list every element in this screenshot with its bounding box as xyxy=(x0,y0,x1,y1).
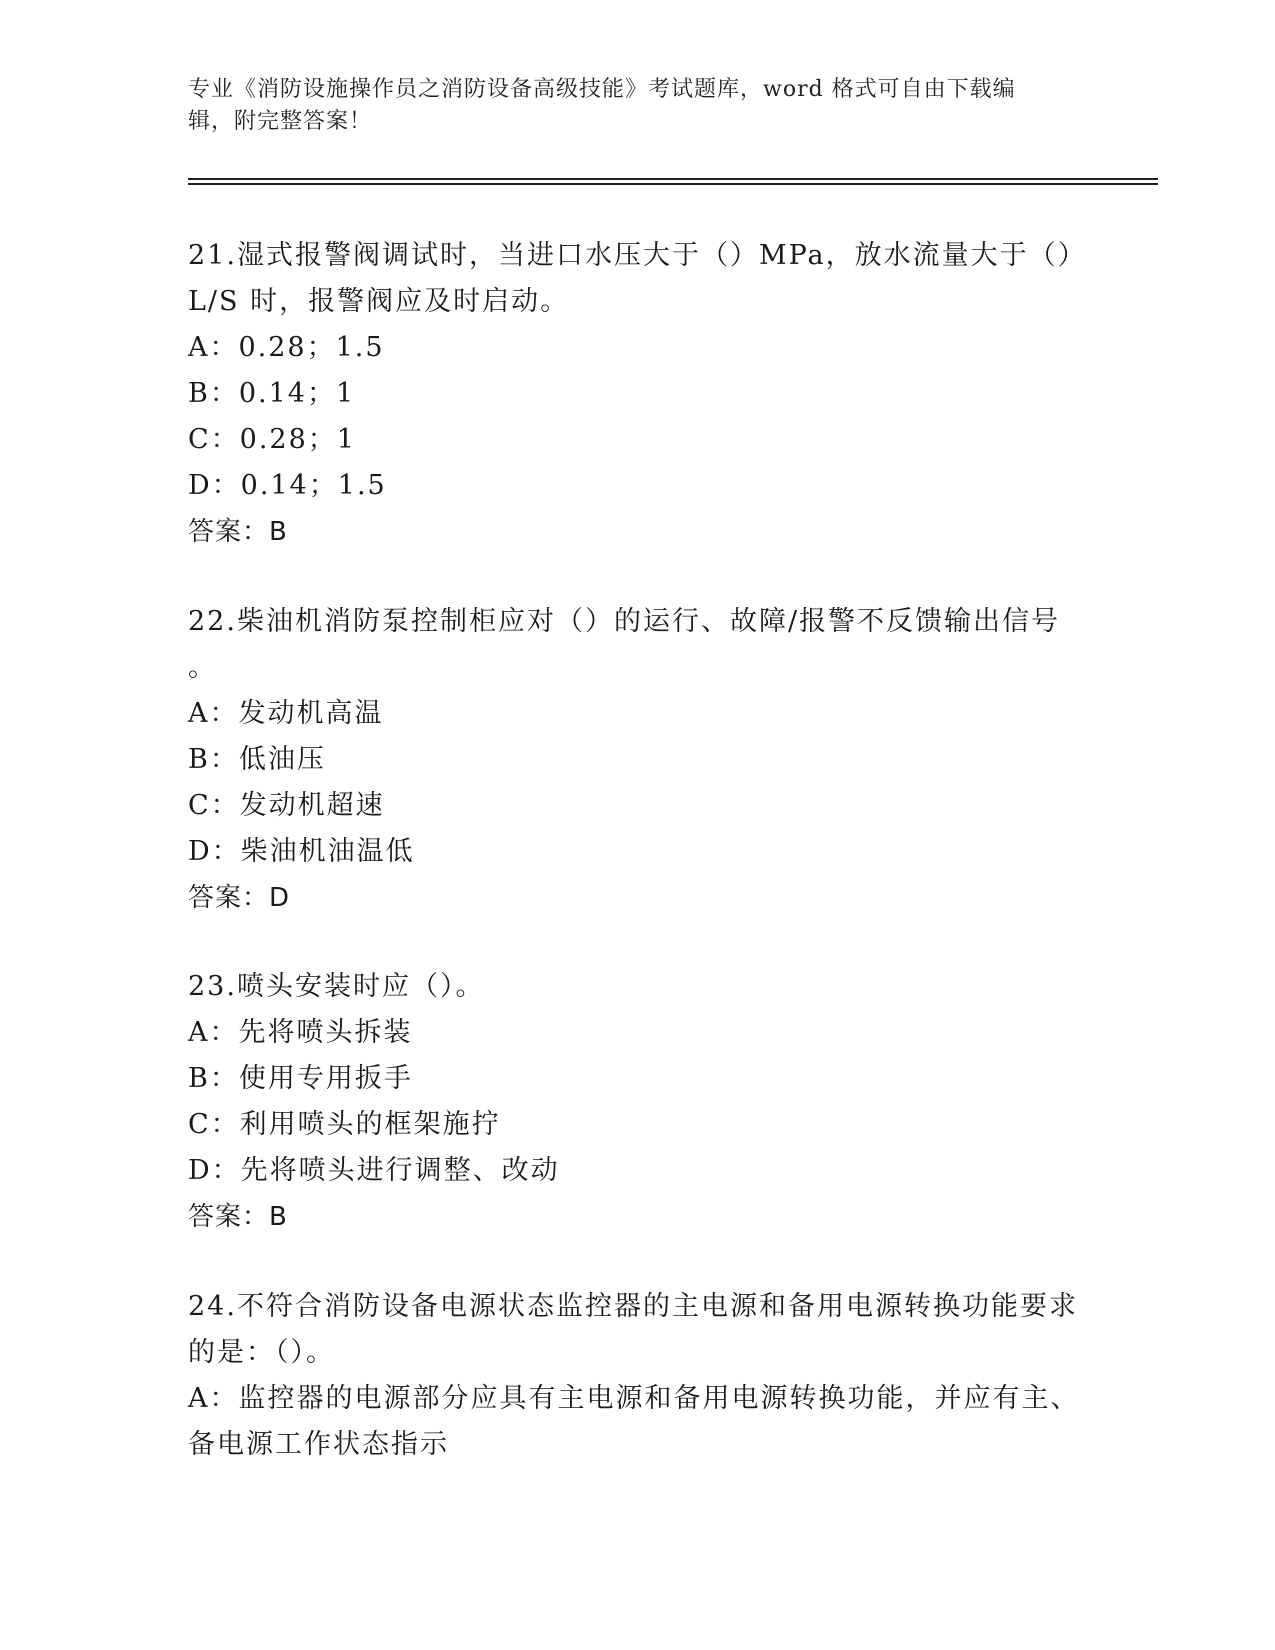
option-c: C：利用喷头的框架施拧 xyxy=(188,1109,501,1140)
question-24 xyxy=(188,1284,1088,1468)
option-b: B：使用专用扳手 xyxy=(188,1063,413,1094)
option-d: D：柴油机油温低 xyxy=(188,836,415,867)
answer: 答案：B xyxy=(188,517,288,547)
header-divider-top xyxy=(188,178,1158,180)
question-stem: 21.湿式报警阀调试时，当进口水压大于（）MPa，放水流量大于（） xyxy=(188,240,1087,271)
answer: 答案：B xyxy=(188,1202,288,1232)
header-line-2: 辑，附完整答案！ xyxy=(188,109,373,134)
question-23 xyxy=(188,964,1088,1240)
option-a: A：监控器的电源部分应具有主电源和备用电源转换功能，并应有主、 xyxy=(188,1383,1080,1414)
question-stem: 24.不符合消防设备电源状态监控器的主电源和备用电源转换功能要求 xyxy=(188,1291,1078,1322)
option-b: B：0.14；1 xyxy=(188,378,356,409)
option-c: C：0.28；1 xyxy=(188,424,356,455)
option-a-continued: 备电源工作状态指示 xyxy=(188,1429,449,1460)
option-a: A：0.28；1.5 xyxy=(188,332,385,363)
option-d: D：先将喷头进行调整、改动 xyxy=(188,1155,560,1186)
question-stem-continued: L/S 时，报警阀应及时启动。 xyxy=(188,286,570,317)
option-a: A：先将喷头拆装 xyxy=(188,1017,413,1048)
document-header xyxy=(188,74,1068,138)
header-line-1: 专业《消防设施操作员之消防设备高级技能》考试题库，word 格式可自由下载编 xyxy=(188,77,1016,102)
option-b: B：低油压 xyxy=(188,744,326,775)
option-d: D：0.14；1.5 xyxy=(188,470,387,501)
question-stem-continued: 的是：（）。 xyxy=(188,1337,335,1368)
option-c: C：发动机超速 xyxy=(188,790,385,821)
question-stem: 22.柴油机消防泵控制柜应对（）的运行、故障/报警不反馈输出信号 xyxy=(188,606,1061,637)
answer: 答案：D xyxy=(188,883,291,913)
option-a: A：发动机高温 xyxy=(188,698,384,729)
question-stem-continued: 。 xyxy=(188,652,217,683)
question-stem: 23.喷头安装时应（）。 xyxy=(188,971,485,1002)
question-22 xyxy=(188,599,1088,921)
question-21 xyxy=(188,233,1088,555)
header-divider-bottom xyxy=(188,183,1158,185)
